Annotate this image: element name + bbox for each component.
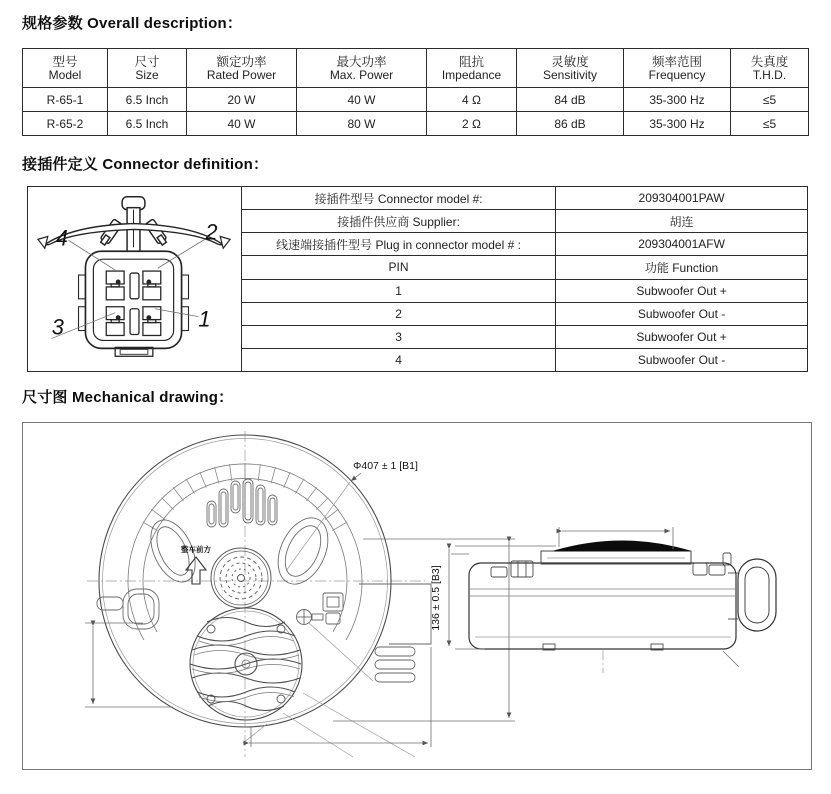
header-zh: 失真度 (750, 54, 789, 69)
diameter-dimension-label: Φ407 ± 1 [B1] (353, 460, 418, 472)
connector-value: 功能 Function (556, 256, 808, 279)
pin-number-label-1: 1 (198, 306, 211, 332)
spec-cell: 35-300 Hz (624, 112, 731, 136)
spec-cell: ≤5 (731, 112, 809, 136)
spec-cell: 35-300 Hz (624, 88, 731, 112)
spec-cell: 84 dB (517, 88, 624, 112)
connector-diagram (27, 186, 242, 372)
connector-row (242, 325, 808, 348)
top-view-drawing (85, 431, 515, 757)
header-zh: 尺寸 (134, 54, 160, 69)
header-en: Sensitivity (542, 67, 598, 82)
header-en: Model (48, 67, 82, 82)
spec-cell: 40 W (297, 88, 427, 112)
side-view-drawing (430, 527, 776, 673)
connector-label: PIN (242, 256, 556, 279)
spec-col-thd (731, 49, 809, 88)
mechanical-drawing (22, 422, 812, 770)
pin-number-label-3: 3 (51, 314, 64, 340)
header-zh: 最大功率 (336, 54, 387, 69)
pin-leader-lines (52, 238, 207, 338)
connector-value: Subwoofer Out - (556, 348, 808, 371)
header-zh: 阻抗 (458, 54, 484, 69)
spec-cell: 4 Ω (427, 88, 517, 112)
overall-description-title: 规格参数 Overall description： (22, 15, 243, 32)
header-en: Frequency (648, 67, 706, 82)
connector-label: 3 (242, 325, 556, 348)
spec-col-size (108, 49, 187, 88)
connector-row (242, 256, 808, 279)
spec-cell: 6.5 Inch (108, 88, 187, 112)
center-vent-grille (211, 548, 271, 608)
spec-cell: 6.5 Inch (108, 112, 187, 136)
spec-table (22, 48, 809, 136)
header-en: Size (135, 67, 159, 82)
connector-label: 2 (242, 302, 556, 325)
spec-header-row (23, 49, 809, 88)
connector-row (242, 210, 808, 233)
mechanical-drawing-title: 尺寸图 Mechanical drawing： (22, 389, 234, 406)
connector-row (242, 279, 808, 302)
connector-table (241, 186, 808, 372)
spec-cell: 2 Ω (427, 112, 517, 136)
pin-number-label-2: 2 (205, 219, 218, 245)
connector-value: 胡连 (556, 210, 808, 233)
header-zh: 频率范围 (651, 54, 702, 69)
connector-value: 209304001AFW (556, 233, 808, 256)
connector-body (79, 251, 189, 356)
connector-row (242, 348, 808, 371)
connector-diagram-svg (28, 187, 241, 371)
connector-label: 线速端接插件型号 Plug in connector model # : (242, 233, 556, 256)
spec-cell: 80 W (297, 112, 427, 136)
connector-definition-title: 接插件定义 Connector definition： (22, 156, 269, 173)
spec-cell: 40 W (187, 112, 297, 136)
spec-cell: R-65-2 (23, 112, 108, 136)
header-en: T.H.D. (752, 67, 787, 82)
connector-value: Subwoofer Out - (556, 302, 808, 325)
spec-col-frequency (624, 49, 731, 88)
connector-row (242, 187, 808, 210)
spec-cell: R-65-1 (23, 88, 108, 112)
header-en: Impedance (441, 67, 502, 82)
height-dimension-label: 136 ± 0.5 [B3] (430, 565, 442, 631)
connector-value: Subwoofer Out + (556, 279, 808, 302)
spec-row-r65-2 (23, 112, 809, 136)
header-en: Rated Power (206, 67, 277, 82)
spec-col-sensitivity (517, 49, 624, 88)
spec-cell: ≤5 (731, 88, 809, 112)
spec-row-r65-1 (23, 88, 809, 112)
header-zh: 灵敏度 (551, 54, 589, 69)
connector-label: 4 (242, 348, 556, 371)
vehicle-front-label: 整车前方 (181, 545, 211, 554)
mechanical-drawing-svg (23, 423, 811, 769)
spec-cell: 20 W (187, 88, 297, 112)
speaker-grille (190, 608, 302, 720)
spec-col-model (23, 49, 108, 88)
connector-row (242, 302, 808, 325)
connector-row (242, 233, 808, 256)
connector-label: 1 (242, 279, 556, 302)
connector-value: 209304001PAW (556, 187, 808, 210)
connector-label: 接插件供应商 Supplier: (242, 210, 556, 233)
connector-value: Subwoofer Out + (556, 325, 808, 348)
pin-number-label-4: 4 (55, 225, 68, 251)
spec-cell: 86 dB (517, 112, 624, 136)
connector-terminals (106, 271, 160, 335)
header-zh: 额定功率 (216, 54, 267, 69)
spec-col-impedance (427, 49, 517, 88)
spec-col-rated-power (187, 49, 297, 88)
header-zh: 型号 (52, 54, 78, 69)
header-en: Max. Power (329, 67, 394, 82)
connector-label: 接插件型号 Connector model #: (242, 187, 556, 210)
spec-col-max-power (297, 49, 427, 88)
